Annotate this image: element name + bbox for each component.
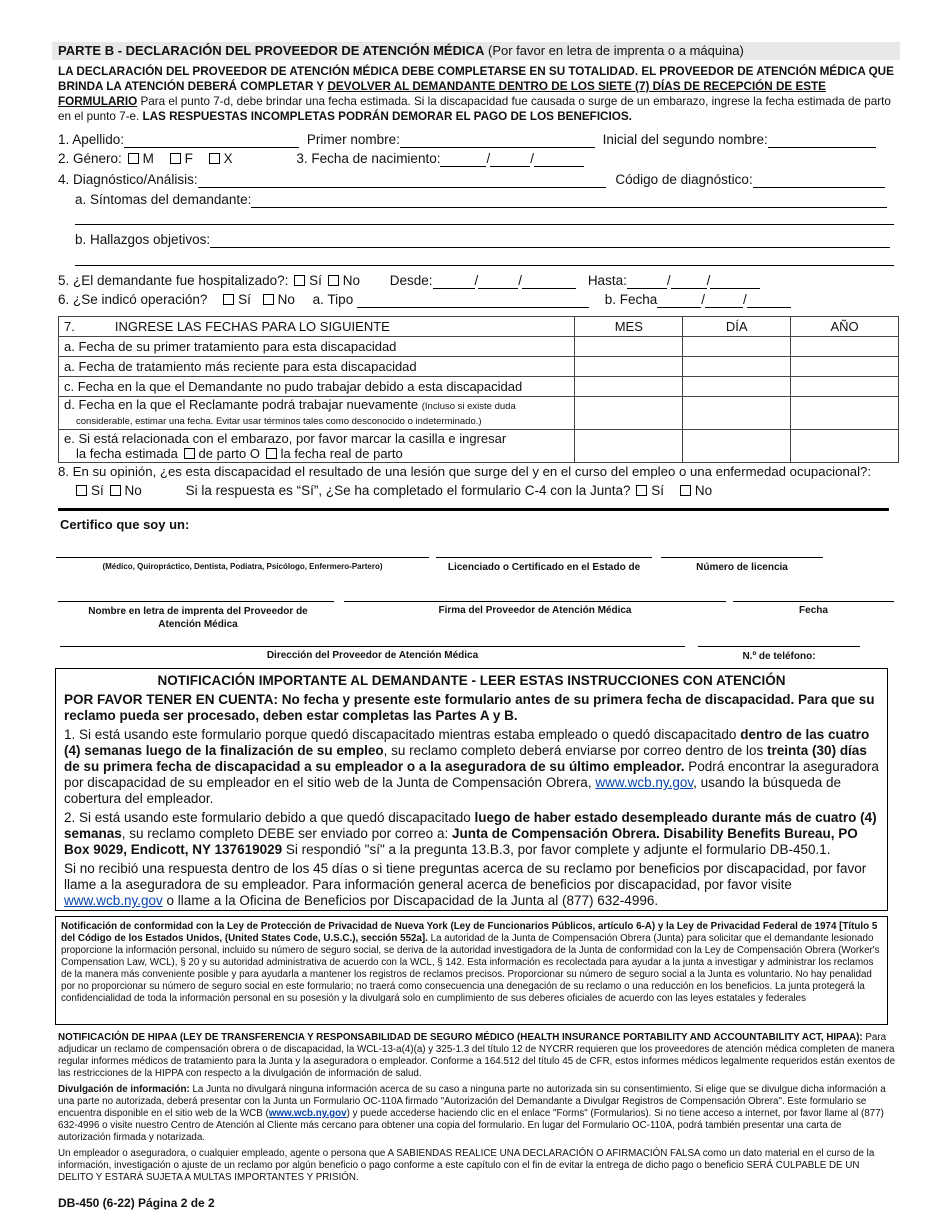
hosp-si-checkbox[interactable] bbox=[294, 275, 305, 286]
state-field[interactable] bbox=[436, 557, 652, 558]
op-day-field[interactable] bbox=[705, 295, 743, 308]
q8-text: 8. En su opinión, ¿es esta discapacidad el resultado de una lesión que surge del y en el curso del empleo o una enfermedad ocupacional?: bbox=[58, 464, 872, 479]
col-mes: MES bbox=[575, 317, 683, 337]
estimated-delivery-checkbox[interactable] bbox=[184, 448, 195, 459]
op-month-field[interactable] bbox=[657, 295, 701, 308]
desde-month-field[interactable] bbox=[433, 276, 475, 289]
gender-x-checkbox[interactable] bbox=[209, 153, 220, 164]
table-header-label bbox=[59, 317, 575, 337]
table-row bbox=[59, 357, 899, 377]
sintomas-line-2[interactable] bbox=[75, 224, 894, 225]
c4-si-checkbox[interactable] bbox=[636, 485, 647, 496]
hasta-month-field[interactable] bbox=[627, 276, 667, 289]
hosp-no-label: No bbox=[342, 273, 360, 288]
profession-field[interactable] bbox=[56, 557, 429, 558]
primer-nombre-field[interactable] bbox=[400, 135, 595, 148]
dob-year-field[interactable] bbox=[534, 154, 584, 167]
actual-delivery-checkbox[interactable] bbox=[266, 448, 277, 459]
hipaa-section bbox=[58, 1032, 896, 1188]
op-si-label: Sí bbox=[238, 292, 251, 307]
hipaa-text: Para adjudicar un reclamo de compensación obrera o de discapacidad, la WCL-13-a(4)(a) y 325-1.3 del título 12 de NYCRR requieren que los proveedores de atención médica completen de manera regular informes médicos de tratamiento para la Junta y la aseguradora o empleador. Conforme a 164.512 del título 45 de CFR, estos informes médicos legalmente requeridos están exentos de las restricciones de la HIPPA con respecto a la divulgación de información de salud. bbox=[58, 1032, 896, 1079]
hipaa-notice bbox=[58, 1032, 896, 1080]
privacy-notice bbox=[55, 916, 888, 1025]
privacy-text: La autoridad de la Junta de Compensación Obrera (Junta) para solicitar que el demandante lesionado proporcione la información personal, incluido su número de seguro social, se deriva de la autoridad investigadora de la Junta de conformidad con la Ley de Compensación Obrera (Worker's Compensation Law, WCL), § 20 y su autoridad administrativa de acuerdo con la WCL, § 142. Esta información es recolectada para ayudar a la junta a investigar y administrar los reclamos de la manera más conveniente posible y para ayudarla a mantener los registros de reclamos precisos. Proporcionar su número de seguro social a la Junta es voluntario. No hay penalidad por no proporcionar su número de seguro social en este formulario; no traerá como consecuencia una denegación de su reclamo o una reducción en los beneficios. La junta protegerá la confidencialidad de toda la información personal en su posesión y la divulgará solo en cumplimiento de sus deberes oficiales de acuerdo con las leyes estatales y federales bbox=[61, 933, 880, 1004]
row-e-actual: la fecha real de parto bbox=[280, 446, 403, 461]
op-no-checkbox[interactable] bbox=[263, 294, 274, 305]
table-header-row bbox=[59, 317, 899, 337]
notice-p1b: dentro de las cuatro (4) semanas luego de la finalización de su empleo bbox=[64, 727, 870, 758]
hallazgos-label: b. Hallazgos objetivos: bbox=[75, 232, 211, 247]
disclosure-text1: La Junta no divulgará ninguna información acerca de su caso a ninguna parte no autorizada sin su consentimiento. Si elige que se divulgue dicha información a una parte no autorizada, deberá presentar con la Junta un Formulario OC-110A firmado "Autorización del Demandante a Divulgar Registros de Compensación Obrera". Este formulario se encuentra disponible en el sitio web de la WCB ( bbox=[58, 1084, 886, 1119]
date-field[interactable] bbox=[733, 601, 894, 602]
gender-m-label: M bbox=[142, 151, 154, 166]
row-d-text: d. Fecha en la que el Reclamante podrá trabajar nuevamente bbox=[64, 397, 419, 412]
table-number: 7. bbox=[64, 319, 75, 334]
row-d-note2: considerable, estimar una fecha. Evitar usar términos tales como desconocido o indeterminado.) bbox=[76, 416, 482, 427]
intro-underlined: DEVOLVER AL DEMANDANTE DENTRO DE LOS SIETE (7) DÍAS DE RECEPCIÓN DE ESTE FORMULARIO bbox=[58, 80, 826, 108]
row-a-label: a. Fecha de su primer tratamiento para esta discapacidad bbox=[59, 337, 575, 357]
gender-m-checkbox[interactable] bbox=[128, 153, 139, 164]
hasta-day-field[interactable] bbox=[671, 276, 707, 289]
codigo-field[interactable] bbox=[753, 175, 885, 188]
genero-label: 2. Género: bbox=[58, 151, 122, 166]
c4-si-label: Sí bbox=[651, 483, 665, 498]
dates-table bbox=[58, 316, 899, 463]
apellido-label: 1. Apellido: bbox=[58, 132, 125, 147]
diagnostico-label: 4. Diagnóstico/Análisis: bbox=[58, 172, 198, 187]
sintomas-field[interactable] bbox=[251, 195, 887, 208]
notice-p1a: 1. Si está usando este formulario porque quedó discapacitado mientras estaba empleado o quedó discapacitado bbox=[64, 727, 741, 742]
print-name-label: Nombre en letra de imprenta del Proveedor de Atención Médica bbox=[88, 606, 308, 630]
dob-day-field[interactable] bbox=[490, 154, 530, 167]
disclosure-text2: ) y puede accederse haciendo clic en el enlace "Forms" (Formularios). Si no tiene acceso a internet, por favor llame al (877) 632-4996 o visite nuestro Centro de Atención al Cliente más cercano para obtener una copia del formulario. En lugar del Formulario OC-110A, podrá también presentar una carta de autorización firmada y notarizada. bbox=[58, 1108, 884, 1143]
hallazgos-field[interactable] bbox=[210, 235, 890, 248]
address-label: Dirección del Proveedor de Atención Médica bbox=[266, 650, 479, 661]
license-label: Número de licencia bbox=[696, 562, 788, 573]
hasta-label: Hasta: bbox=[587, 273, 627, 288]
q8-no-label: No bbox=[124, 483, 142, 498]
hipaa-bold: NOTIFICACIÓN DE HIPAA (LEY DE TRANSFERENCIA Y RESPONSABILIDAD DE SEGURO MÉDICO (HEALTH INSURANCE PORTABILITY AND ACCOUNTABILITY ACT, HIPAA): bbox=[58, 1032, 863, 1043]
notice-p2a: 2. Si está usando este formulario debido a que quedó discapacitado bbox=[64, 810, 475, 825]
row-b-mes[interactable] bbox=[575, 357, 683, 377]
hosp-si-label: Sí bbox=[309, 273, 322, 288]
notice-p3 bbox=[64, 861, 879, 909]
row-c-label: c. Fecha en la que el Demandante no pudo trabajar debido a esta discapacidad bbox=[59, 377, 575, 397]
table-row bbox=[59, 377, 899, 397]
sintomas-label: a. Síntomas del demandante: bbox=[75, 192, 252, 207]
notice-p1e: Podrá encontrar la aseguradora por discapacidad de su empleador en el sitio web de la Junta de Compensación Obrera, bbox=[64, 759, 879, 790]
row-c-dia[interactable] bbox=[683, 377, 791, 397]
inicial-field[interactable] bbox=[768, 135, 876, 148]
primer-nombre-label: Primer nombre: bbox=[306, 132, 400, 147]
row-e-or: de parto O bbox=[198, 446, 260, 461]
section-subtitle: (Por favor en letra de imprenta o a máquina) bbox=[488, 43, 744, 58]
intro-paragraph bbox=[58, 64, 903, 124]
table-row bbox=[59, 337, 899, 357]
row-d-mes[interactable] bbox=[575, 397, 683, 430]
row-a-mes[interactable] bbox=[575, 337, 683, 357]
apellido-field[interactable] bbox=[124, 135, 299, 148]
row-d-label bbox=[59, 397, 575, 430]
hosp-no-checkbox[interactable] bbox=[328, 275, 339, 286]
notice-p1 bbox=[64, 727, 879, 807]
wcb-link[interactable]: www.wcb.ny.gov bbox=[595, 775, 694, 790]
row-b-label: a. Fecha de tratamiento más reciente para esta discapacidad bbox=[59, 357, 575, 377]
row-b-dia[interactable] bbox=[683, 357, 791, 377]
notice-p2 bbox=[64, 810, 879, 858]
op-si-checkbox[interactable] bbox=[223, 294, 234, 305]
notice-p3a: Si no recibió una respuesta dentro de los 45 días o si tiene preguntas acerca de su reclamo por beneficios por discapacidad, por favor llame a la aseguradora de su empleador. Para información general acerca de beneficios por discapacidad, por favor visite bbox=[64, 861, 867, 892]
gender-x-label: X bbox=[223, 151, 233, 166]
inicial-label: Inicial del segundo nombre: bbox=[602, 132, 768, 147]
hospitalizado-label: 5. ¿El demandante fue hospitalizado?: bbox=[58, 273, 289, 288]
state-label: Licenciado o Certificado en el Estado de bbox=[447, 562, 641, 573]
intro-warning: LAS RESPUESTAS INCOMPLETAS PODRÁN DEMORAR EL PAGO DE LOS BENEFICIOS. bbox=[139, 110, 632, 123]
row-symptoms bbox=[75, 192, 887, 208]
notice-p2b: luego de haber estado desempleado durante más de cuatro (4) semanas bbox=[64, 810, 877, 841]
gender-f-checkbox[interactable] bbox=[170, 153, 181, 164]
notice-p1f: , usando la búsqueda de cobertura del empleador. bbox=[64, 775, 841, 806]
claimant-notice bbox=[55, 668, 888, 911]
col-anio: AÑO bbox=[791, 317, 899, 337]
row-findings bbox=[75, 232, 890, 248]
row-operation: 6. ¿Se indicó operación? Sí No a. Tipo b. Fecha / / bbox=[58, 292, 791, 308]
row-e-estimated: la fecha estimada bbox=[76, 446, 178, 461]
row-a-dia[interactable] bbox=[683, 337, 791, 357]
row-d-anio[interactable] bbox=[791, 397, 899, 430]
notice-p1c: , su reclamo completo deberá enviarse por correo dentro de los bbox=[383, 743, 768, 758]
section-header bbox=[52, 42, 900, 60]
notice-title: NOTIFICACIÓN IMPORTANTE AL DEMANDANTE - LEER ESTAS INSTRUCCIONES CON ATENCIÓN bbox=[157, 673, 786, 688]
desde-day-field[interactable] bbox=[478, 276, 518, 289]
hallazgos-line-2[interactable] bbox=[75, 265, 894, 266]
notice-p1d: treinta (30) días de su primera fecha de discapacidad a su empleador o a la aseguradora de su último empleador. bbox=[64, 743, 867, 774]
notice-p2c: , su reclamo completo DEBE ser enviado por correo a: bbox=[121, 826, 452, 841]
row-names bbox=[58, 132, 876, 148]
row-e-anio[interactable] bbox=[791, 430, 899, 463]
c4-no-checkbox[interactable] bbox=[680, 485, 691, 496]
row-e-text1: e. Si está relacionada con el embarazo, por favor marcar la casilla e ingresar bbox=[64, 431, 507, 446]
operacion-label: 6. ¿Se indicó operación? bbox=[58, 292, 208, 307]
fecha-b-label: b. Fecha bbox=[604, 292, 658, 307]
c4-question: Si la respuesta es “Sí”, ¿Se ha completado el formulario C-4 con la Junta? bbox=[185, 483, 631, 498]
desde-label: Desde: bbox=[389, 273, 433, 288]
disclosure-bold: Divulgación de información: bbox=[58, 1084, 190, 1095]
table-header-text: INGRESE LAS FECHAS PARA LO SIGUIENTE bbox=[114, 319, 390, 334]
row-hospitalized: 5. ¿El demandante fue hospitalizado?: Sí No Desde: / / Hasta: / / bbox=[58, 273, 760, 289]
row-c-mes[interactable] bbox=[575, 377, 683, 397]
gender-f-label: F bbox=[184, 151, 193, 166]
notice-p0: POR FAVOR TENER EN CUENTA: No fecha y presente este formulario antes de su primera fecha de discapacidad. Para que su reclamo pueda ser procesado, deben estar completas las Partes A y B. bbox=[64, 692, 875, 723]
dob-month-field[interactable] bbox=[440, 154, 486, 167]
notice-p3b: o llame a la Oficina de Beneficios por Discapacidad de la Junta al (877) 632-4996. bbox=[162, 893, 659, 908]
print-name-field[interactable] bbox=[58, 601, 334, 602]
page-footer: DB-450 (6-22) Página 2 de 2 bbox=[58, 1196, 215, 1210]
tipo-label: a. Tipo bbox=[312, 292, 354, 307]
fraud-warning: Un empleador o aseguradora, o cualquier empleado, agente o persona que A SABIENDAS REALICE UNA DECLARACIÓN O AFIRMACIÓN FALSA como un dato material en el curso de la información, investigación o ajuste de un reclamo por algún beneficio o pago conforme a este capítulo con el fin de evitar la entrega de dicho pago o beneficio SERÁ CULPABLE DE UN DELITO Y ESTARÁ SUJETA A MULTAS IMPORTANTES Y PRISIÓN. bbox=[58, 1148, 875, 1183]
signature-field[interactable] bbox=[344, 601, 726, 602]
profession-label: (Médico, Quiropráctico, Dentista, Podiatra, Psicólogo, Enfermero-Partero) bbox=[102, 562, 383, 571]
phone-label: N.º de teléfono: bbox=[742, 651, 816, 662]
intro-normal: Para el punto 7-d, debe brindar una fecha estimada. Si la discapacidad fue causada o surge de un embarazo, ingrese la fecha estimada de parto en el punto 7-e. bbox=[58, 95, 891, 123]
privacy-bold: Notificación de conformidad con la Ley de Protección de Privacidad de Nueva York (Ley de Funcionarios Públicos, artículo 6-A) y la Ley de Privacidad Federal de 1974 [Título 5 del Código de los Estados Unidos, (United States Code, U.S.C.), sección 552a]. bbox=[61, 921, 878, 944]
section-title: PARTE B - DECLARACIÓN DEL PROVEEDOR DE ATENCIÓN MÉDICA bbox=[58, 43, 485, 58]
notice-p2e: Si respondió "sí" a la pregunta 13.B.3, por favor complete y adjunte el formulario DB-450.1. bbox=[282, 842, 831, 857]
date-label: Fecha bbox=[799, 605, 828, 616]
phone-field[interactable] bbox=[698, 646, 860, 647]
table-row bbox=[59, 430, 899, 463]
intro-bold: LA DECLARACIÓN DEL PROVEEDOR DE ATENCIÓN MÉDICA DEBE COMPLETARSE EN SU TOTALIDAD. EL PROVEEDOR DE ATENCIÓN MÉDICA QUE BRINDA LA ATENCIÓN DEBERÁ COMPLETAR Y bbox=[58, 65, 894, 93]
row-d-dia[interactable] bbox=[683, 397, 791, 430]
wcb-link[interactable]: www.wcb.ny.gov bbox=[64, 893, 163, 908]
row-c-anio[interactable] bbox=[791, 377, 899, 397]
section-divider bbox=[58, 508, 889, 511]
col-dia: DÍA bbox=[683, 317, 791, 337]
q8-si-label: Sí bbox=[91, 483, 104, 498]
row-e-mes[interactable] bbox=[575, 430, 683, 463]
nacimiento-label: 3. Fecha de nacimiento: bbox=[296, 151, 441, 166]
address-field[interactable] bbox=[60, 646, 685, 647]
op-year-field[interactable] bbox=[747, 295, 791, 308]
license-field[interactable] bbox=[661, 557, 823, 558]
row-b-anio[interactable] bbox=[791, 357, 899, 377]
wcb-link[interactable]: www.wcb.ny.gov bbox=[268, 1108, 347, 1119]
signature-label: Firma del Proveedor de Atención Médica bbox=[438, 605, 632, 616]
row-diagnosis bbox=[58, 172, 885, 188]
certify-title: Certifico que soy un: bbox=[60, 517, 190, 532]
q8-si-checkbox[interactable] bbox=[76, 485, 87, 496]
disclosure-notice bbox=[58, 1084, 896, 1144]
row-q8-answers bbox=[74, 483, 712, 499]
row-e-dia[interactable] bbox=[683, 430, 791, 463]
c4-no-label: No bbox=[694, 483, 713, 498]
row-d-note1: (Incluso si existe duda bbox=[421, 401, 516, 412]
tipo-field[interactable] bbox=[357, 295, 589, 308]
diagnostico-field[interactable] bbox=[198, 175, 606, 188]
notice-p2d: Junta de Compensación Obrera. Disability Benefits Bureau, PO Box 9029, Endicott, NY 137619029 bbox=[64, 826, 858, 857]
row-e-label bbox=[59, 430, 575, 463]
q8-no-checkbox[interactable] bbox=[110, 485, 121, 496]
row-a-anio[interactable] bbox=[791, 337, 899, 357]
row-gender: 2. Género: M F X 3. Fecha de nacimiento: / / bbox=[58, 151, 584, 167]
op-no-label: No bbox=[277, 292, 295, 307]
codigo-label: Código de diagnóstico: bbox=[615, 172, 753, 187]
table-row bbox=[59, 397, 899, 430]
hasta-year-field[interactable] bbox=[710, 276, 760, 289]
desde-year-field[interactable] bbox=[522, 276, 576, 289]
